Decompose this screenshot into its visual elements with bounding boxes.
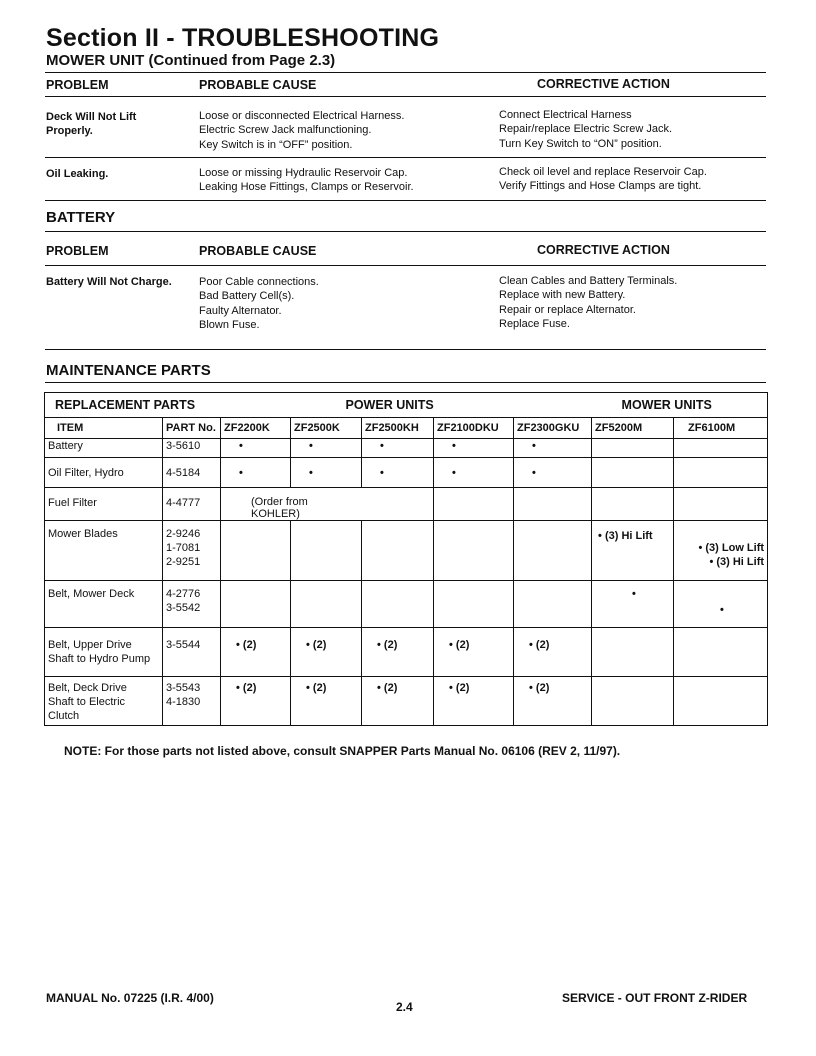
fitment-mark: • (2) [306, 639, 327, 651]
part-number-cell [163, 458, 221, 488]
fitment-mark: • [452, 467, 456, 479]
fitment-mark: • (2) [377, 639, 398, 651]
col-header-cause: PROBABLE CAUSE [199, 244, 317, 258]
empty-cell [362, 488, 434, 521]
part-number-cell-line: 3-5542 [166, 602, 201, 614]
fitment-mark: • (3) Hi Lift [709, 556, 765, 568]
divider [45, 200, 766, 201]
fitment-cell [434, 458, 514, 488]
item-cell [45, 677, 163, 726]
fitment-cell [291, 581, 362, 628]
fitment-cell [674, 521, 768, 581]
fitment-cell [434, 439, 514, 458]
item-cell-line: Belt, Upper Drive [48, 639, 132, 651]
part-number-cell-line: 3-5543 [166, 682, 201, 694]
col-model: ZF2200K [221, 418, 291, 439]
fitment-mark: • (3) Hi Lift [598, 530, 653, 542]
item-cell-line: Battery [48, 440, 83, 452]
fitment-cell [221, 458, 291, 488]
empty-cell [592, 488, 674, 521]
page-subtitle: MOWER UNIT (Continued from Page 2.3) [46, 52, 336, 69]
fitment-mark: • (2) [529, 682, 550, 694]
item-cell-line: Clutch [48, 710, 80, 722]
group-replacement-parts: REPLACEMENT PARTS [55, 398, 196, 412]
group-power-units: POWER UNITS [345, 398, 434, 412]
fitment-cell [674, 458, 768, 488]
cause-line: Leaking Hose Fittings, Clamps or Reservoir. [199, 181, 414, 194]
fitment-cell [434, 521, 514, 581]
action-list [499, 108, 672, 151]
part-number-cell-line: 4-2776 [166, 588, 201, 600]
cause-line: Electric Screw Jack malfunctioning. [199, 124, 372, 137]
fitment-cell [362, 521, 434, 581]
divider [45, 96, 766, 97]
col-model: ZF2100DKU [434, 418, 514, 439]
divider [45, 349, 766, 350]
fitment-mark: • (3) Low Lift [698, 542, 765, 554]
page-title: Section II - TROUBLESHOOTING [46, 24, 440, 52]
table-row [45, 628, 768, 677]
item-cell-line: Fuel Filter [48, 497, 97, 509]
action-line: Check oil level and replace Reservoir Cap. [499, 166, 707, 178]
col-header-problem: PROBLEM [46, 78, 109, 92]
action-list [499, 165, 707, 194]
cause-line: Blown Fuse. [199, 319, 260, 332]
col-model: ZF6100M [674, 418, 768, 439]
part-number-cell [163, 628, 221, 677]
footer-product: SERVICE - OUT FRONT Z-RIDER [562, 991, 748, 1005]
table-row [45, 581, 768, 628]
order-note-cell: (Order from KOHLER) [221, 488, 362, 521]
item-cell-line: Belt, Deck Drive [48, 682, 127, 694]
fitment-cell [221, 439, 291, 458]
fitment-cell [592, 677, 674, 726]
item-cell-line: Shaft to Electric [48, 696, 126, 708]
action-line: Clean Cables and Battery Terminals. [499, 275, 678, 287]
fitment-cell [674, 439, 768, 458]
col-model: ZF5200M [592, 418, 674, 439]
cause-line: Loose or disconnected Electrical Harness. [199, 110, 405, 122]
cause-line: Bad Battery Cell(s). [199, 290, 295, 303]
fitment-cell [221, 581, 291, 628]
part-number-cell-line: 2-9246 [166, 528, 201, 540]
table-row [45, 521, 768, 581]
item-cell [45, 628, 163, 677]
fitment-mark: • [452, 440, 456, 452]
cause-line: Loose or missing Hydraulic Reservoir Cap. [199, 167, 408, 179]
empty-cell [434, 488, 514, 521]
part-number-cell-line: 4-4777 [166, 497, 201, 509]
fitment-mark: • [239, 440, 243, 452]
fitment-mark: • [632, 588, 636, 600]
part-number-cell [163, 488, 221, 521]
col-header-cause: PROBABLE CAUSE [199, 78, 317, 92]
page-number: 2.4 [396, 1000, 413, 1014]
group-mower-units: MOWER UNITS [621, 398, 712, 412]
section-title-maintenance: MAINTENANCE PARTS [46, 362, 211, 379]
footer-manual-number: MANUAL No. 07225 (I.R. 4/00) [46, 991, 214, 1005]
col-model: ZF2500KH [362, 418, 434, 439]
fitment-cell [221, 677, 291, 726]
action-line: Replace Fuse. [499, 318, 570, 331]
divider [45, 231, 766, 232]
fitment-cell [592, 521, 674, 581]
table-row [45, 677, 768, 726]
col-header-action: CORRECTIVE ACTION [537, 243, 670, 257]
fitment-cell [674, 677, 768, 726]
item-cell [45, 439, 163, 458]
fitment-cell [291, 677, 362, 726]
fitment-mark: • [532, 467, 536, 479]
problem-text: Oil Leaking. [46, 168, 109, 180]
empty-cell [674, 488, 768, 521]
action-line: Turn Key Switch to “ON” position. [499, 137, 662, 150]
fitment-mark: • [380, 467, 384, 479]
divider [45, 157, 766, 158]
item-cell-line: Oil Filter, Hydro [48, 467, 124, 479]
fitment-cell [592, 581, 674, 628]
fitment-cell [362, 439, 434, 458]
fitment-cell [592, 628, 674, 677]
item-cell-line: Mower Blades [48, 528, 118, 540]
part-number-cell [163, 439, 221, 458]
part-number-cell-line: 1-7081 [166, 542, 201, 554]
empty-cell [514, 488, 592, 521]
parts-note: NOTE: For those parts not listed above, consult SNAPPER Parts Manual No. 06106 (REV 2, 11/97). [64, 744, 621, 758]
fitment-cell [514, 628, 592, 677]
fitment-mark: • [239, 467, 243, 479]
part-number-cell-line: 4-1830 [166, 696, 201, 708]
cause-line: Poor Cable connections. [199, 276, 319, 288]
fitment-mark: • (2) [449, 682, 470, 694]
fitment-mark: • (2) [449, 639, 470, 651]
parts-table-body [45, 439, 768, 726]
fitment-cell [362, 628, 434, 677]
item-cell [45, 488, 163, 521]
fitment-cell [362, 677, 434, 726]
divider [45, 382, 766, 383]
fitment-cell [291, 439, 362, 458]
fitment-cell [291, 628, 362, 677]
fitment-mark: • [720, 604, 724, 616]
cause-line: Key Switch is in “OFF” position. [199, 138, 353, 151]
fitment-cell [291, 521, 362, 581]
part-number-cell-line: 2-9251 [166, 556, 201, 568]
action-line: Repair/replace Electric Screw Jack. [499, 123, 673, 136]
fitment-mark: • [309, 467, 313, 479]
fitment-cell [221, 628, 291, 677]
fitment-mark: • [380, 440, 384, 452]
fitment-cell [221, 521, 291, 581]
fitment-cell [514, 581, 592, 628]
part-number-cell [163, 677, 221, 726]
fitment-cell [674, 628, 768, 677]
problem-text: Deck Will Not Lift Properly. [46, 111, 137, 137]
problem-text: Battery Will Not Charge. [46, 276, 172, 288]
fitment-cell [434, 581, 514, 628]
item-cell [45, 458, 163, 488]
col-item: ITEM [45, 418, 163, 439]
cause-list [199, 109, 404, 152]
table-row [45, 439, 768, 458]
fitment-cell [434, 677, 514, 726]
action-line: Verify Fittings and Hose Clamps are tight. [499, 180, 702, 193]
table-row [45, 488, 768, 521]
group-header-row [45, 393, 768, 418]
fitment-cell [514, 439, 592, 458]
column-header-row [45, 418, 768, 439]
fitment-cell [514, 677, 592, 726]
action-line: Connect Electrical Harness [499, 109, 632, 121]
cause-line: Faulty Alternator. [199, 304, 282, 317]
divider [45, 72, 766, 73]
table-row [45, 458, 768, 488]
fitment-cell [362, 581, 434, 628]
fitment-mark: • [532, 440, 536, 452]
fitment-cell [674, 581, 768, 628]
fitment-mark: • (2) [306, 682, 327, 694]
fitment-cell [514, 458, 592, 488]
fitment-mark: • (2) [236, 682, 257, 694]
part-number-cell-line: 3-5544 [166, 639, 201, 651]
col-model: ZF2300GKU [514, 418, 592, 439]
item-cell-line: Belt, Mower Deck [48, 588, 135, 600]
item-cell [45, 581, 163, 628]
fitment-cell [362, 458, 434, 488]
action-list [499, 274, 677, 332]
col-header-problem: PROBLEM [46, 244, 109, 258]
col-model: ZF2500K [291, 418, 362, 439]
fitment-mark: • (2) [236, 639, 257, 651]
action-line: Repair or replace Alternator. [499, 303, 636, 316]
item-cell-line: Shaft to Hydro Pump [48, 653, 151, 665]
fitment-cell [514, 521, 592, 581]
maintenance-parts-table [44, 392, 768, 726]
divider [45, 265, 766, 266]
fitment-mark: • [309, 440, 313, 452]
section-title-battery: BATTERY [46, 209, 116, 226]
part-number-cell-line: 4-5184 [166, 467, 201, 479]
cause-list [199, 166, 414, 195]
fitment-mark: • (2) [377, 682, 398, 694]
fitment-cell [291, 458, 362, 488]
action-line: Replace with new Battery. [499, 289, 626, 302]
part-number-cell [163, 581, 221, 628]
col-header-action: CORRECTIVE ACTION [537, 77, 670, 91]
part-number-cell-line: 3-5610 [166, 440, 201, 452]
cause-list [199, 275, 319, 333]
col-part-no: PART No. [163, 418, 221, 439]
item-cell [45, 521, 163, 581]
fitment-cell [592, 439, 674, 458]
fitment-cell [434, 628, 514, 677]
fitment-mark: • (2) [529, 639, 550, 651]
part-number-cell [163, 521, 221, 581]
fitment-cell [592, 458, 674, 488]
